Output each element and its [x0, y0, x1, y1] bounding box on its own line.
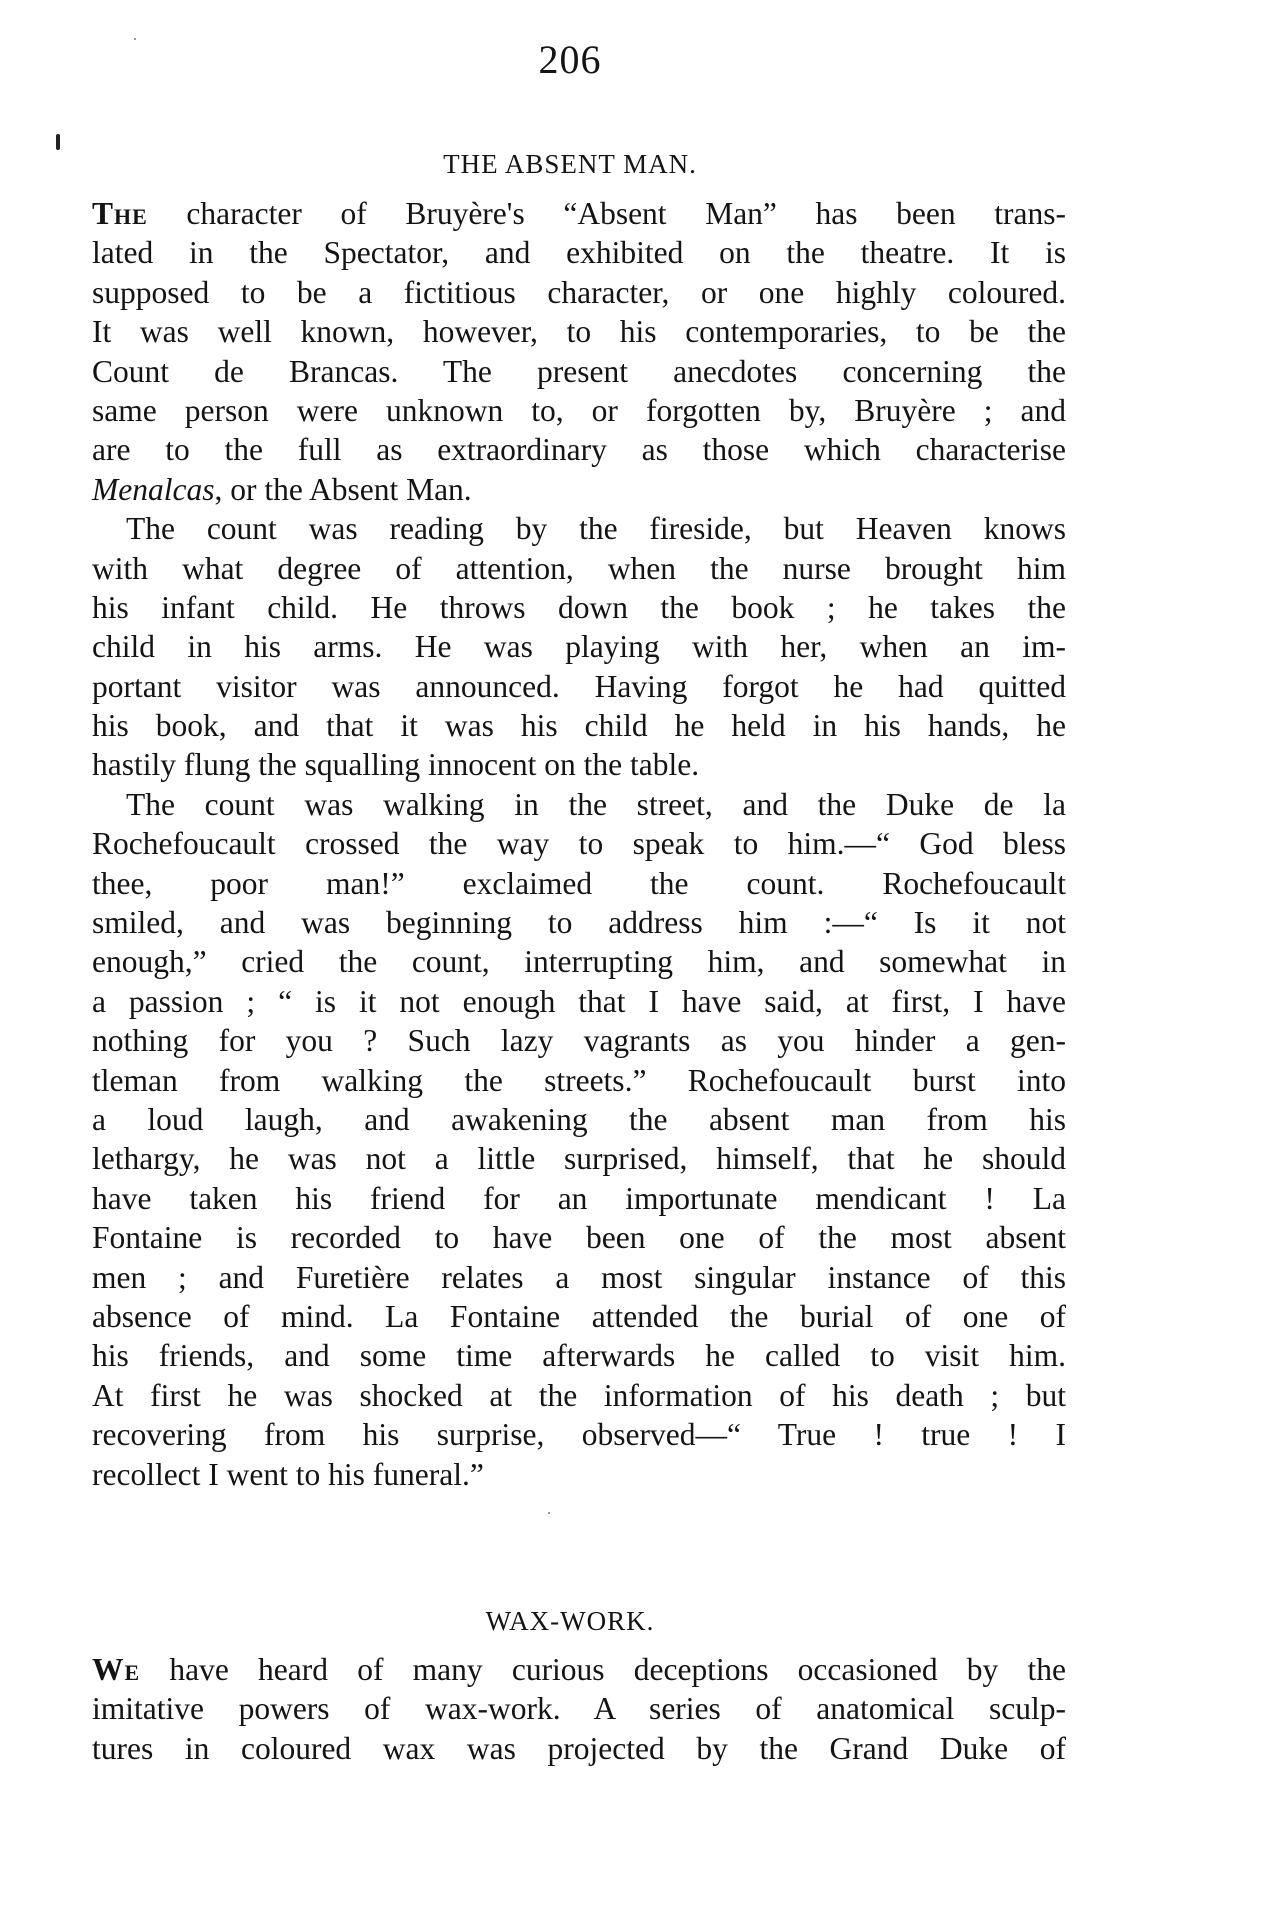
text-line: are to the full as extraordinary as those which characterise — [92, 432, 1066, 468]
text-line: Menalcas, or the Absent Man. — [92, 471, 472, 507]
text-line: At first he was shocked at the information of his death ; but — [92, 1377, 1066, 1413]
text-line: have taken his friend for an importunate mendicant ! La — [92, 1180, 1066, 1216]
text-line: portant visitor was announced. Having forgot he had quitted — [92, 668, 1066, 704]
text-line: imitative powers of wax-work. A series of anatomical sculp- — [92, 1691, 1066, 1727]
text-line: child in his arms. He was playing with her, when an im- — [92, 629, 1066, 665]
text-line: recovering from his surprise, observed—“ True ! true ! I — [92, 1417, 1066, 1453]
text-line: enough,” cried the count, interrupting him, and somewhat in — [92, 944, 1066, 980]
text-line: lethargy, he was not a little surprised, himself, that he should — [92, 1141, 1066, 1177]
text-line: tleman from walking the streets.” Rochefoucault burst into — [92, 1062, 1066, 1098]
text-line: lated in the Spectator, and exhibited on the theatre. It is — [92, 235, 1066, 271]
text-line: his book, and that it was his child he held in his hands, he — [92, 708, 1066, 744]
text-line: his infant child. He throws down the book ; he takes the — [92, 589, 1066, 625]
text-line: It was well known, however, to his contemporaries, to be the — [92, 314, 1066, 350]
section-heading-absent-man: THE ABSENT MAN. — [443, 149, 697, 179]
text-line: smiled, and was beginning to address him :—“ Is it not — [92, 905, 1066, 941]
speck — [548, 1512, 550, 1514]
text-line: thee, poor man!” exclaimed the count. Rochefoucault — [92, 865, 1066, 901]
text-line: nothing for you ? Such lazy vagrants as you hinder a gen- — [92, 1023, 1066, 1059]
text-line: The character of Bruyère's “Absent Man” has been trans- — [92, 196, 1066, 231]
text-line: Fontaine is recorded to have been one of the most absent — [92, 1220, 1066, 1256]
text-line: supposed to be a fictitious character, or one highly coloured. — [92, 274, 1066, 310]
section-heading-wax-work: WAX-WORK. — [485, 1606, 655, 1636]
text-line: same person were unknown to, or forgotten by, Bruyère ; and — [92, 392, 1066, 428]
text-line: We have heard of many curious deceptions occasioned by the — [92, 1652, 1066, 1687]
section-body-absent-man — [92, 194, 1066, 1494]
text-line: a loud laugh, and awakening the absent man from his — [92, 1101, 1066, 1137]
text-line: The count was reading by the fireside, but Heaven knows — [126, 511, 1066, 547]
text-line: men ; and Furetière relates a most singular instance of this — [92, 1259, 1066, 1295]
text-line: his friends, and some time afterwards he called to visit him. — [92, 1338, 1066, 1374]
page-number: 206 — [538, 37, 602, 82]
text-line: absence of mind. La Fontaine attended the burial of one of — [92, 1298, 1066, 1334]
speck — [134, 38, 136, 40]
text-line: recollect I went to his funeral.” — [92, 1456, 484, 1492]
text-line: tures in coloured wax was projected by the Grand Duke of — [92, 1730, 1066, 1766]
text-line: Count de Brancas. The present anecdotes concerning the — [92, 353, 1066, 389]
text-line: Rochefoucault crossed the way to speak to him.—“ God bless — [92, 826, 1066, 862]
section-body-wax-work — [92, 1650, 1066, 1768]
text-line: a passion ; “ is it not enough that I have said, at first, I have — [92, 983, 1066, 1019]
text-line: with what degree of attention, when the nurse brought him — [92, 550, 1066, 586]
text-line: hastily flung the squalling innocent on the table. — [92, 747, 700, 783]
text-line: The count was walking in the street, and the Duke de la — [126, 786, 1066, 822]
